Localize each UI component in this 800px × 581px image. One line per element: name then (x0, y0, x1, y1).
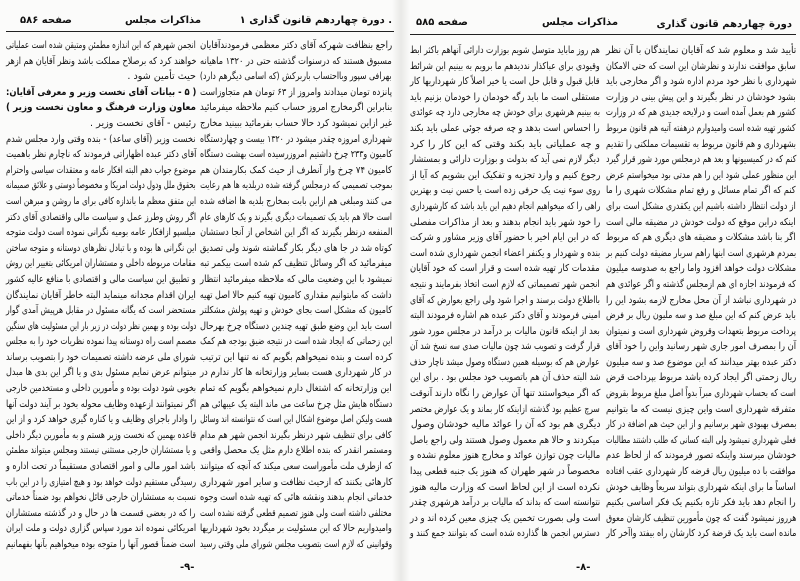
text-line: کامیون که مشکل است بجای خودش و تهیه پولش مشکلتر (199, 305, 392, 317)
text-line: نمیشود با این وضعیت مالی که ملاحظه میفرمائید انتظار (199, 273, 392, 285)
text-line: این متفق معظم ما باندازه کافی برای ما روشن و مبرهن است (5, 195, 196, 207)
text-line: قاعده بهمین که نخست وزیر هستم و به مأمورین دیگر داخلی (5, 429, 196, 441)
page-marker: -۸- (576, 562, 591, 573)
text-column-left (6, 38, 196, 553)
text-line: باشد امور مالی و امور اقتصادی مستقیماً در تحت اداره و (6, 461, 196, 473)
text-line: دکتر عبده بهتر میدانند که این موضوع صد و سه میلیون (605, 356, 796, 368)
text-line: کنم که اگر تمام مسائل و رفع تمام مشکلات شهری را ما (606, 185, 796, 197)
text-line: این زحماتی که ایجاد شده است در نتیجه ضیق بودجه هم کمک (199, 336, 392, 348)
text-line: داشت که مابتوانیم مقداری کامیون تهیه کنیم حالا اصل تهیه (200, 289, 392, 301)
text-line: بمردم هرشهری است اینها راهم سربار مضیقه دولت کنیم بر (605, 247, 796, 259)
session-title: دورة چهاردهم قانون گذاری (656, 19, 792, 30)
text-line: بنابراین اگرمخارج امروز حساب کنیم ملاحظه میفرمائید (199, 102, 392, 114)
text-line: کامیون ۷۴ چرخ واز آنطرف از حیث کمک بکارمندان هم (199, 164, 392, 176)
text-line: ایران اقدام مجدانه مینماید البته خاطر آقایان نمایندگان (6, 289, 196, 301)
text-line: از دولت انتظار داشته باشیم این یکقدری مشکل است برای (606, 200, 796, 212)
text-line: اگر نمیتوانند ازعهده وظایف محوله بخود بر آیند دولت آنها (5, 398, 196, 410)
text-line: حیث تأمین شود . (127, 71, 196, 83)
text-line: شد البته حذف آن هم باتصویب خود مجلس بود . برای این (409, 372, 600, 384)
text-line: المنفعه درنظر بگیرند که اگر این اشخاص از آنجا دستشان (199, 227, 392, 239)
text-line: قرار گرفت و تصویب شد چون مالیات صدی سه نسخ شد آن (409, 341, 600, 353)
text-line: بمصرف بهبودی شهر برسانیم و از این حیث هم اضافة در کار (605, 419, 796, 431)
text-line: کشور تهیه شده است وامیدوارم درهفته آتیه هم قانون مربوط (606, 122, 796, 134)
running-title: مذاکرات مجلس (542, 17, 619, 28)
text-line: رئیس - آقای نخست وزیر . (90, 117, 196, 129)
text-line: است ضمناً قصور آنها را متوجه بوده میخواهیم بآنها بفهمانیم (6, 539, 196, 550)
header-rule (6, 31, 394, 32)
text-line: است که بحساب شهرداری مبرآ بدواً اصل مبلغ مربوط بقروض (606, 388, 796, 400)
text-column-left (410, 43, 600, 542)
text-line: این وزارتخانه که اشتغال دارم نمیخواهم بگویم که تمام (200, 383, 392, 395)
text-line: کوتاه شد در جا های دیگر بکار گماشته شوند ولی تصدیق (199, 242, 392, 254)
text-line: مختلفی داشته است ولی هنوز تصمیم قطعی گرفته نشده است (200, 507, 392, 519)
section-heading-line: ( ۵ - بیانات آقای نخست وزیر و معرفی آقایان: (5, 86, 196, 98)
text-line: دولت بوده و بهمین نظر دولت در زیر بار این مسئولیت های سنگین (5, 320, 196, 332)
text-line: که اگر میخواستند تنها آن عوارض را نگاه دارند آنوقت (409, 388, 600, 400)
text-line: در کار شهرداری هست بسایر وزارتخانه ها کار ندارم در (200, 367, 392, 379)
text-line: موافقت با ده میلیون ریال قرضه کار شهرداری عقب افتاده (606, 466, 796, 478)
text-line: بخوبی شود دولت بوده و مأمورین داخلی و مستخدمین خارجی (5, 383, 196, 395)
text-line: دستگاه هایش مثل چرخ ساعت می ماند البته یک عیبهائی هم (199, 398, 392, 410)
text-line: اساساً ما برای اینکه شهرداری بتواند سریعاً وظایف خودش (606, 481, 796, 493)
text-line: بموجب تصمیمی که درمجلس گرفته شده دربلدیه ها هم رعایت (199, 180, 392, 192)
text-line: هم روز ماباید متوسل شویم بوزارت دارائی آنهاهم باکثر ابط (410, 45, 600, 56)
text-line: که در این ایام اخیر با حضور آقای وزیر مشاور و شرکت (410, 232, 600, 244)
text-line: مصمم است راه دوستانه پیدا نموده نظریات خود را به مجلس (5, 336, 196, 348)
text-line: و چه عملیاتی باید بکند وقتی که این کار را کرد (410, 138, 600, 150)
text-line: انجمن شهر تصمیماتی که لازم است اتخاذ بفرمایند و نتیجه (410, 278, 600, 290)
text-line: شهرداری امروزه چقدر میشود در ۱۳۲۰ بیست و چهاردستگاه (200, 133, 392, 145)
text-column-right (606, 43, 796, 542)
text-line: است ولی بصورت تخمین یک چیزی معین کرده اند و در (409, 512, 600, 524)
session-title: . دورة چهاردهم قانون گذاری ١ (239, 15, 392, 26)
text-line: نسبت به مستشاران خارجی قائل نخواهم بود ضمناً خدماتی (5, 492, 196, 504)
text-line: هرروز نمیشود گفت که چون مأمورین تنظیف کارشان معوق (605, 512, 796, 524)
text-line: مقدمات کار تهیه شده است و قرار است که خود آقایان (410, 263, 600, 275)
text-line: به بینیم هرشهری برای خودش چه مخارجی دارد چه عوائدی (410, 107, 600, 119)
text-line: باید عرض کنم که این مبلغ صد و سه ملیون ریال بر فرض (606, 310, 796, 322)
text-line: کنم که در کمیسیونها و بعد هم درمجلس مورد شور قرار گیرد (605, 154, 796, 166)
text-line: آقای دکتر عبده اظهاراتی فرمودند که ناچارم نظر باهمیت (5, 149, 196, 161)
text-line: اینکه دراین موقع که دولت خودش در مضیقه مالی است (606, 216, 796, 228)
text-line: دیگر لازم نمی آید که بدولت و بوزارت دارائی و بمستشار (410, 154, 600, 166)
text-line: میکردند و حالا هم معمول وصول هستند ولی راجع باصل (410, 434, 600, 446)
page-marker: -۹- (180, 562, 195, 573)
text-line: است حالا هم باید یک تصمیمات دیگری بگیرند و یک کارهای عام (200, 211, 392, 223)
text-line: می کنند ومبلغی هم ازاین بابت بمخارج بلدیه ها اضافه شده (200, 195, 392, 207)
text-line: پرداخت مربوط بتعهدات وقروض شهرداری است و نمیتوان (606, 325, 796, 337)
text-line: مانده است باید یک قرضة کرد کارشان راه بیفتد واآخر کار (605, 528, 796, 540)
text-line: دیگری هم بود که آن را عوائد مالیه خودشان وصول (410, 419, 600, 431)
text-line: کارهائی بکنند که ازحیث نظافت و سایر امور شهرداری (199, 476, 392, 488)
text-line: امینی فرمودند و آقای دکتر عبده هم اشاره فرمودند البته (409, 310, 600, 322)
text-line: خواهند کرد که برصلاح مملکت باشد ونظر آقایان هم ازهر (5, 55, 196, 67)
text-line: کامیون و۲۳۳ چرخ داشتیم امروزرسیده است بهشت دستگاه (199, 149, 392, 161)
text-line: غیر ازاین نمیشود کرد حالا حساب بفرمائید ببینید مخارج (199, 117, 392, 129)
text-line: بشود خودشان در نظر بگیرند و این پیش بینی در وزارت (606, 91, 796, 103)
text-line: میتوانم عرض نمایم مسئول بدی و یا اگر این بدی ها مبدل (5, 367, 196, 379)
text-line: نتوانسته است که بداند که مالیات بر درآمد هرشهری چقدر (409, 497, 600, 509)
text-line: مالیات چون توازن عوائد و مخارج هنوز معلوم نشده و (409, 450, 600, 462)
text-line: این منظور عملی شود این را هم مدتی بود میخواستم عرض (605, 169, 796, 181)
text-line: موضوع جواب دهم البته افکار عامه و معتقدات سیاسی واحترام (5, 164, 196, 176)
text-line: امریکائی نموده اند مورد سپاس گزاری دولت و ملت ایران (5, 523, 196, 535)
page-585 (402, 0, 800, 581)
text-line: وقیودی برای عباکذار نددیدهم ما برویم به بینیم این شرائط (410, 60, 600, 72)
text-line: تأیید شد و معلوم شد که آقایان نمایندگان با آن نظر (605, 45, 796, 56)
text-line: خدماتی انجام بدهند ونقشه هائی که تهیه شده است وجوه (199, 492, 392, 504)
text-line: خودشان میرسند واینکه تصور فرمودند که از لحاظ عدم (605, 450, 796, 462)
text-line: راهی را که میخواهیم انجام دهیم این باید باشد که کارشهرداری (409, 200, 600, 212)
text-line: سابق موافقت ندارند و نظرشان این است که حتی الامکان (606, 60, 796, 72)
text-line: وقوانینی که لازم است بتصویب مجلس شورای ملی وقتی رسید (199, 539, 392, 550)
text-line: را احساس است بدهد و چه صرفه جوئی عملی باید بکند (410, 122, 600, 134)
text-line: که ازطرف ملت مأموراست سعی میکند که آنچه که میتوانند (199, 461, 392, 473)
text-line: شهرداری با نظر خود مردم اداره شود و اگر مخارجی باید (605, 76, 796, 88)
text-line: کشور هم بعمل آمده است و درلایحه جدیدی هم که در وزارت (606, 107, 796, 119)
text-line: آن را بمصرف امور جاری شهر رسانید واین را خود آقای (605, 341, 796, 353)
text-line: است باید این وضع طبق تهیه چندین دستگاه چرخ بهرحال (200, 320, 392, 332)
section-heading-line: معاون وزارت فرهنگ و معاون نخست وزیر ) (5, 102, 196, 114)
text-line: ریال زحمتی اگر ایجاد کرده باشد مربوط بپرداخت قرض (605, 372, 796, 384)
text-line: روی سوء نیت یک حرفی زده است یا حسن نیت و بهترین (409, 185, 600, 197)
text-line: در شهرداری نباشد از آن محل مخارج لازمه بشود این را (605, 294, 796, 306)
text-line: قابل قبول و قابل حل است یا خیر اصلاً کار شهرداریها کار (410, 76, 600, 88)
text-line: را خود شهر باید انجام بدهند و بعد از مذاکرات مفصلی (409, 216, 600, 228)
text-line: سرچ عظیم بود گذشته ازاینکه کار بماند و یک عوارض مختصر (410, 403, 600, 415)
text-line: اگر روش وطرز عمل و سیاست مالی واقتصادی آقای دکتر (5, 211, 196, 223)
text-line: را انجام دهد باید فکر تازه بکنیم یک فکر اساسی بکنیم (606, 497, 796, 509)
text-line: بحقوق ملل ودول دولت امریکا و مخصوصاً دوستی و علائق صمیمانه (6, 180, 196, 192)
text-line: مستحضر است که یگانه مسئول در مقابل هرپیش آمدی گوار (6, 305, 196, 317)
text-line: مستقلی است ما باید رگه خودمان را خودمان بزنیم باید (410, 91, 600, 103)
text-line: هست ولیکن اصل موضوع اشکال این است که نتوانسته اند وسائل (199, 414, 392, 426)
text-line: نخست وزیر (آقای ساعد) - بنده وقتی وارد مجلس شدم (6, 133, 196, 145)
text-line: مقامات مربوطه داخلی و مستشاران امریکائی بتغییر این روش (6, 258, 196, 270)
text-line: را وادار باجرای وظایف و یا کناره گیری خواهد کرد و از این (5, 414, 196, 426)
text-line: فعلی شهرداری نمیشود ولی البته کسانی که طلب داشتند مطالبات (606, 434, 796, 446)
text-line: میلسپو ازافکار عامه بومیه نگرانی نموده است دولت متوجه (6, 227, 196, 239)
text-line: را که در بعضی قسمت ها در حال و در گذشته مستشاران (6, 507, 196, 519)
text-line: وامیدواریم حالا که این مسئولیت بر میگردد بخود شهرداریها (200, 523, 392, 535)
text-line: دسترس انجمن ها گذارده شده است که بتوانند جمع کنند و (410, 528, 600, 540)
text-line: مسبوق هستند که درسنوات گذشته حتی در ۱۳۲۰ ماهیانه (200, 55, 392, 67)
text-line: و تطبیق این سیاست مالی و اقتصادی با منافع عالیه کشور (6, 273, 196, 285)
text-line: ومستمر انقدر که بنده اطلاع دارم مثل یک محصل واقعی (200, 445, 392, 457)
text-line: رسیدگی مستقیم دولت خواهد بود و هیچ امتیازی را در این باب (5, 476, 196, 488)
text-line: کرده است و بنده نمیخواهم بگویم که نه تنها این ترتیب (199, 351, 392, 363)
page-number-label: صفحه ۵۸۵ (416, 17, 468, 28)
header-rule (410, 34, 796, 35)
text-line: متفرقه شهرداری است واین چیزی نیست که ما بتوانیم (606, 403, 796, 415)
text-line: عوارض هم که بوسیله همین دستگاه وصول میشد ناچار حذف (410, 356, 600, 368)
text-line: این نگرانی ها بوده و با تبادل نظرهای دوستانه و متوجه ساختن (5, 242, 196, 254)
running-title: مذاکرات مجلس (125, 15, 202, 26)
text-line: نکرده است از این لحاظ است که وزارت مالیه هنوز (410, 481, 600, 493)
text-line: بهرافی سپور وبااحتساب باربرکش (که اسامی دیگرهم دارد) (200, 71, 392, 83)
text-line: میفرمائید که اگر وسائل تنظیف کم شده است بیکمر تبه (200, 258, 392, 270)
text-line: بعد از اینکه قانون مالیات بر درآمد در مجلس مورد شور (410, 325, 600, 337)
text-line: انجمن شهرهم که این اندازه مطمئن ومتیقن شده است عملیاتی (6, 40, 196, 51)
text-line: رجوع کنیم و وارد تجزیه و تفکیک این بشویم که آیا از (409, 169, 600, 181)
text-column-right (200, 38, 392, 553)
text-line: مشکلات دولت خواهد افزود واما راجع به صدوسه میلیون (605, 263, 796, 275)
text-line: اگر بنا باشد مشکلات و مضیقه های دیگری هم که مربوط (606, 232, 796, 244)
text-line: پانزده تومان میدادند وامروز از ۶۳ تومان هم متجاوزاست (199, 86, 392, 98)
text-line: راجع بنظافت شهرکه آقای دکتر معظمی فرمودندآقایان (199, 40, 392, 51)
text-line: که فرمودند اجازه ای هم ازمجلس گذشته و اگر عوائدی هم (606, 278, 796, 290)
text-line: بنده و شهردار و یکنفر اعضاء انجمن شهرداری شده است (409, 247, 600, 259)
text-line: شورای ملی عرضه داشته تصمیمات خود را بتصویب برساند (6, 351, 196, 363)
text-line: کافی برای تنظیف شهر درنظر بگیرند انجمن شهر هم مدام (200, 429, 392, 441)
text-line: مخصوصاً در شهر طهران که هنوز یک جنبه قطعی پیدا (410, 466, 600, 478)
page-number-label: صفحه ۵۸۶ (20, 15, 72, 26)
text-line: بشهرداری و هم قانون مربوط به تقسیمات مملکتی را تقدیم (606, 138, 796, 150)
text-line: و یا مستشاران خارجی مستثنی نیستند ومجلس میتواند مطمئن (5, 445, 196, 457)
text-line: بااطلاع دولت برسند و اجرا شود ولی راجع بعوارض که آقای (410, 294, 600, 306)
